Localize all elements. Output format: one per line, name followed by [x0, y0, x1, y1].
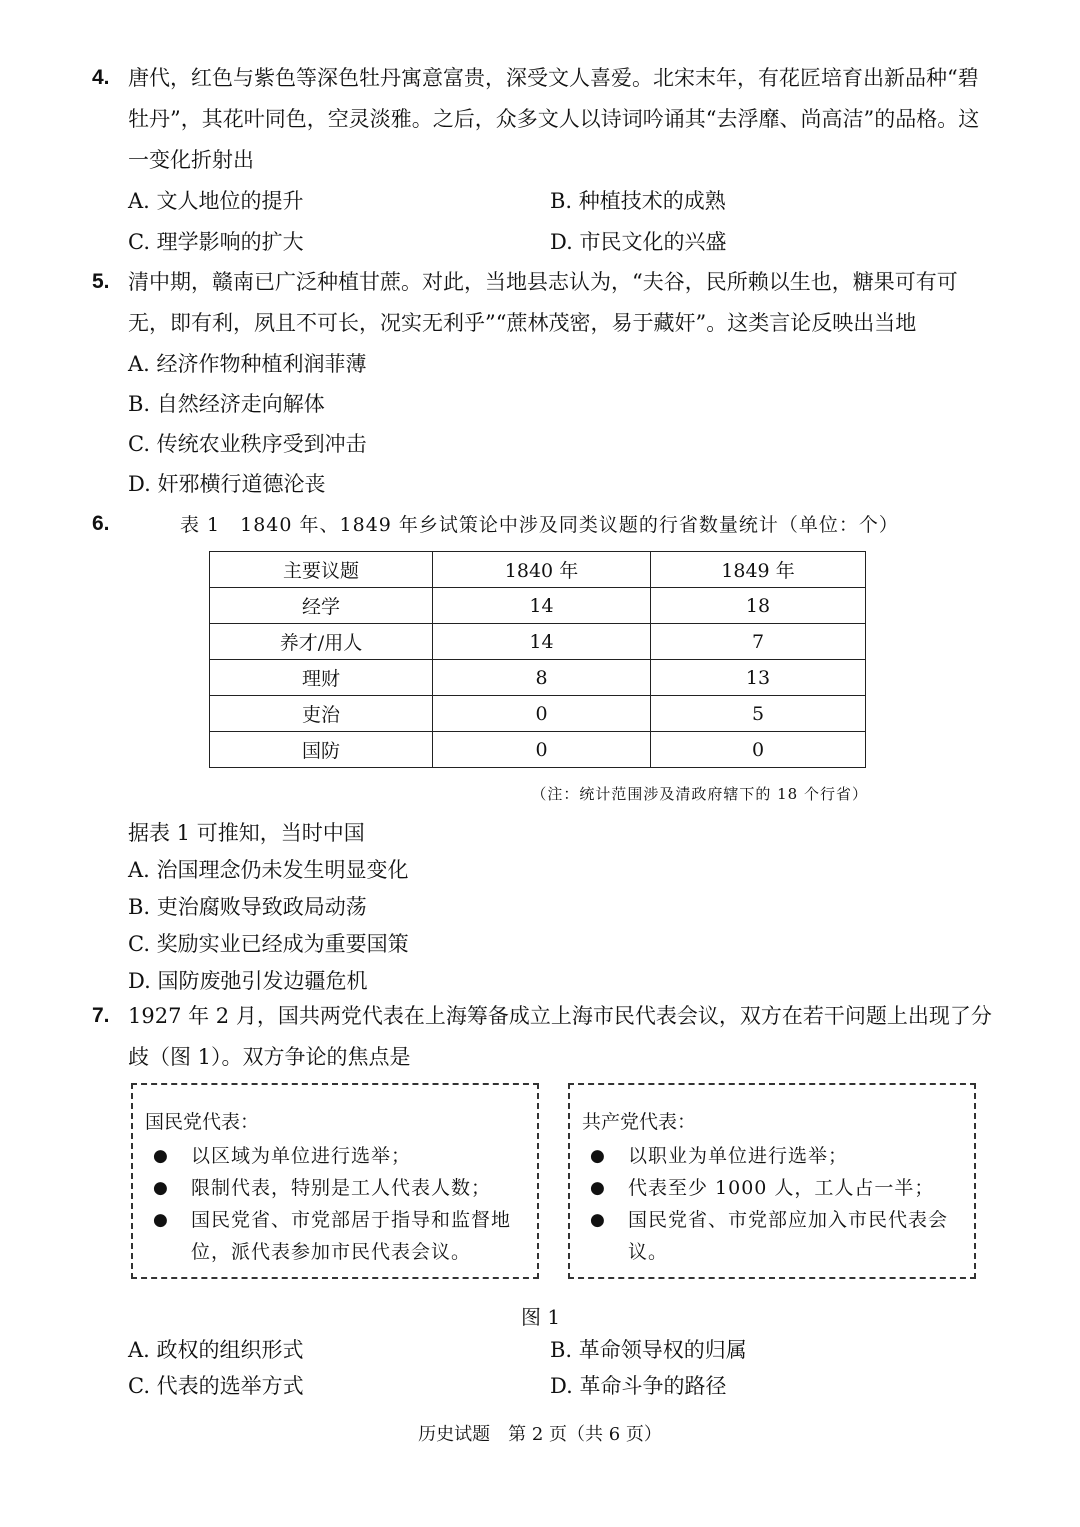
option-c[interactable]: C. 奖励实业已经成为重要国策	[128, 932, 409, 956]
table-row	[210, 660, 866, 696]
figure-caption: 图 1	[521, 1305, 561, 1329]
list-item-text: 以职业为单位进行选举；	[628, 1145, 849, 1167]
cpc-position-box	[568, 1083, 976, 1279]
question-7-options	[92, 1332, 992, 1404]
list-item	[582, 1204, 960, 1268]
table-cell: 18	[651, 588, 866, 624]
question-stem: 1927 年 2 月，国共两党代表在上海筹备成立上海市民代表会议，双方在若干问题上出现了分歧（图 1）。双方争论的焦点是	[128, 1004, 992, 1069]
bullet-icon: ●	[153, 1178, 169, 1198]
question-number: 5.	[92, 270, 110, 293]
option-b[interactable]: B. 自然经济走向解体	[128, 392, 325, 416]
list-item-text: 国民党省、市党部居于指导和监督地位，派代表参加市民代表会议。	[191, 1209, 512, 1263]
table-cell: 经学	[210, 588, 433, 624]
question-5	[92, 262, 992, 504]
bullet-icon: ●	[153, 1146, 169, 1166]
list-item	[145, 1172, 523, 1204]
list-item-text: 以区域为单位进行选举；	[191, 1145, 412, 1167]
table-cell: 养才/用人	[210, 624, 433, 660]
table-cell: 0	[433, 732, 651, 768]
table-cell: 0	[433, 696, 651, 732]
table-row	[210, 696, 866, 732]
table-cell: 0	[651, 732, 866, 768]
list-item	[582, 1172, 960, 1204]
bullet-icon: ●	[590, 1178, 606, 1198]
table-caption: 表 1 1840 年、1849 年乡试策论中涉及同类议题的行省数量统计（单位：个）	[180, 514, 899, 536]
question-stem-text: 据表 1 可推知，当时中国	[128, 821, 365, 845]
list-item	[145, 1140, 523, 1172]
option-a[interactable]: A. 政权的组织形式	[128, 1338, 304, 1362]
question-number: 4.	[92, 66, 110, 89]
table-cell: 14	[433, 624, 651, 660]
header-cell: 主要议题	[210, 552, 433, 588]
table-cell: 14	[433, 588, 651, 624]
option-list	[128, 181, 992, 263]
bullet-icon: ●	[153, 1210, 169, 1230]
table-row	[210, 624, 866, 660]
question-4	[92, 58, 992, 263]
table-row	[210, 588, 866, 624]
question-number: 7.	[92, 1004, 110, 1027]
table-header-row	[210, 552, 866, 588]
table-cell: 7	[651, 624, 866, 660]
box-title: 共产党代表：	[582, 1111, 697, 1133]
table-cell: 8	[433, 660, 651, 696]
table-cell: 国防	[210, 732, 433, 768]
option-list	[128, 1332, 992, 1404]
option-a[interactable]: A. 治国理念仍未发生明显变化	[128, 858, 409, 882]
option-d[interactable]: D. 国防废弛引发边疆危机	[128, 969, 368, 993]
option-a[interactable]: A. 经济作物种植利润菲薄	[128, 352, 367, 376]
option-c[interactable]: C. 理学影响的扩大	[128, 230, 304, 254]
data-table	[209, 551, 866, 768]
question-stem: 清中期，赣南已广泛种植甘蔗。对此，当地县志认为，“夫谷，民所赖以生也，糖果可有可无，即有利，夙且不可长，况实无利乎”“蔗林茂密，易于藏奸”。这类言论反映出当地	[128, 270, 958, 335]
table-row	[210, 732, 866, 768]
question-stem: 唐代，红色与紫色等深色牡丹寓意富贵，深受文人喜爱。北宋末年，有花匠培育出新品种“碧牡丹”，其花叶同色，空灵淡雅。之后，众多文人以诗词吟诵其“去浮靡、尚高洁”的品格。这一变化折射出	[128, 66, 980, 172]
option-d[interactable]: D. 市民文化的兴盛	[550, 230, 727, 254]
header-cell: 1840 年	[433, 552, 651, 588]
option-c[interactable]: C. 传统农业秩序受到冲击	[128, 432, 367, 456]
option-c[interactable]: C. 代表的选举方式	[128, 1374, 304, 1398]
question-6-body	[92, 815, 992, 1000]
kmt-position-box	[131, 1083, 539, 1279]
page-footer: 历史试题 第 2 页（共 6 页）	[418, 1424, 662, 1445]
option-d[interactable]: D. 革命斗争的路径	[550, 1374, 727, 1398]
question-7	[92, 996, 992, 1078]
option-b[interactable]: B. 种植技术的成熟	[550, 189, 726, 213]
table-cell: 5	[651, 696, 866, 732]
table-cell: 吏治	[210, 696, 433, 732]
list-item-text: 代表至少 1000 人，工人占一半；	[628, 1177, 935, 1199]
bullet-icon: ●	[590, 1210, 606, 1230]
header-cell: 1849 年	[651, 552, 866, 588]
bullet-icon: ●	[590, 1146, 606, 1166]
table-note: （注：统计范围涉及清政府辖下的 18 个行省）	[531, 785, 868, 803]
list-item-text: 国民党省、市党部应加入市民代表会议。	[628, 1209, 949, 1263]
list-item	[145, 1204, 523, 1268]
question-stem	[128, 815, 992, 1000]
option-b[interactable]: B. 革命领导权的归属	[550, 1338, 747, 1362]
option-list	[128, 344, 992, 504]
question-number: 6.	[92, 512, 110, 535]
option-d[interactable]: D. 奸邪横行道德沦丧	[128, 472, 326, 496]
table-cell: 13	[651, 660, 866, 696]
list-item-text: 限制代表，特别是工人代表人数；	[191, 1177, 492, 1199]
option-a[interactable]: A. 文人地位的提升	[128, 189, 304, 213]
box-title: 国民党代表：	[145, 1111, 260, 1133]
list-item	[582, 1140, 960, 1172]
table-cell: 理财	[210, 660, 433, 696]
option-b[interactable]: B. 吏治腐败导致政局动荡	[128, 895, 367, 919]
